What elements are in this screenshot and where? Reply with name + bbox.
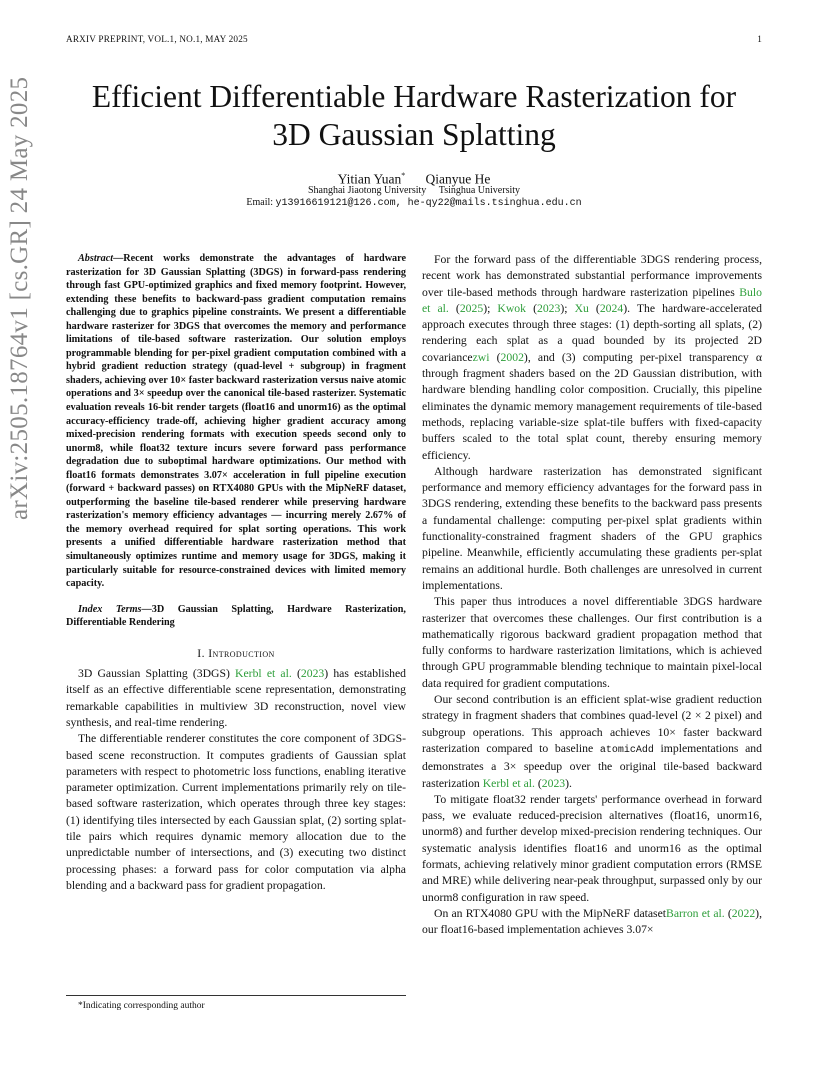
title-line-2: 3D Gaussian Splatting xyxy=(272,117,556,152)
citation-link[interactable]: Kerbl et al. xyxy=(482,776,535,790)
footnote: *Indicating corresponding author xyxy=(78,1001,205,1011)
section-heading-introduction xyxy=(66,646,406,662)
text-run: ); xyxy=(483,301,498,315)
section-title: Introduction xyxy=(208,646,275,660)
code-atomicadd: atomicAdd xyxy=(599,744,654,756)
text-run: ( xyxy=(448,301,460,315)
abstract xyxy=(66,252,406,591)
right-paragraph-6 xyxy=(422,906,762,939)
citation-year-link[interactable]: 2025 xyxy=(459,301,484,315)
intro-paragraph-1 xyxy=(66,666,406,731)
text-run: ( xyxy=(588,301,600,315)
citation-link[interactable]: Kerbl et al. xyxy=(235,667,292,681)
text-run: ( xyxy=(534,776,542,790)
index-terms-label: Index Terms xyxy=(78,603,142,615)
citation-year-link[interactable]: 2022 xyxy=(731,906,756,920)
text-run: ). xyxy=(565,776,572,790)
text-run: ( xyxy=(724,906,732,920)
citation-link[interactable]: Barron et al. xyxy=(666,906,725,920)
citation-link[interactable]: Kwok xyxy=(497,301,526,315)
running-header xyxy=(66,34,762,44)
text-run: 3D Gaussian Splatting (3DGS) xyxy=(78,667,236,681)
text-run: implementations and demonstrates a 3× speedup over the original tile-based backward rasterization xyxy=(422,741,762,790)
text-run: ( xyxy=(489,350,501,364)
author-1: Yitian Yuan xyxy=(337,171,402,187)
affiliations xyxy=(0,185,828,196)
right-paragraph-5: To mitigate float32 render targets' performance overhead in forward pass, we evaluate reduced-precision alternatives (float16, unorm16, unorm8) and further develop mixed-precision rendering techniques. Our systematic analysis identifies float16 and unorm16 as the optimal formats, achieving relatively minor gradient computation errors (RMSE and MRE) while delivering near-peak throughput, surpassed only by our unorm8 configuration in raw speed. xyxy=(422,792,762,904)
right-paragraph-2: Although hardware rasterization has demonstrated significant performance and memory efficiency advantages for the forward pass in 3DGS rendering, extending these benefits to the backward pass presents a fundamental challenge: computing per-pixel splat gradients within functionality-constrained fragment shaders of the GPU graphics pipeline. Meanwhile, efficiently accumulating these gradients per-splat remains an additional hurdle. Both challenges are unresolved in current implementations. xyxy=(422,464,762,592)
text-run: For the forward pass of the differentiable 3DGS rendering process, recent work has demonstrated substantial performance improvements over tile-based methods through hardware rasterization pipelines xyxy=(422,253,762,299)
citation-year-link[interactable]: 2002 xyxy=(500,350,524,364)
email-line xyxy=(0,197,828,209)
right-column xyxy=(422,252,762,938)
text-run: Our second contribution is an efficient splat-wise gradient reduction strategy in fragment shaders that combines quad-level (2 × 2 pixel) and subgroup operations. This approach achieves 10× faster backward rasterization compared to baseline xyxy=(422,693,762,755)
text-run: On an RTX4080 GPU with the MipNeRF dataset xyxy=(434,906,667,920)
email-addresses: y13916619121@126.com, he-qy22@mails.tsinghua.edu.cn xyxy=(275,198,582,209)
right-paragraph-3: This paper thus introduces a novel differentiable 3DGS hardware rasterizer that overcomes these challenges. Our first contribution is a mathematically rigorous backward gradient propagation method that fully conforms to hardware rasterization limitations, which is achieved through GPU programmable blending technique to maintain pixel-local data required for gradient computations. xyxy=(422,595,762,690)
author-2: Qianyue He xyxy=(425,171,491,187)
right-paragraph-4 xyxy=(422,692,762,792)
page-number: 1 xyxy=(757,34,762,44)
text-run: ) has established itself as an effective differentiable scene representation, demonstrating remarkable capabilities in multiview 3D reconstruction, novel view synthesis, and real-time rendering. xyxy=(66,667,406,729)
corresponding-mark: * xyxy=(401,171,406,180)
text-run: ); xyxy=(560,301,575,315)
citation-year-link[interactable]: 2023 xyxy=(541,776,566,790)
arxiv-stamp: arXiv:2505.18764v1 [cs.GR] 24 May 2025 xyxy=(6,76,33,520)
abstract-text: —Recent works demonstrate the advantages of hardware rasterization for 3D Gaussian Splatting (3DGS) in forward-pass rendering through fast GPU-optimized graphics and fixed memory footprint. However, extending these benefits to backward-pass gradient computation remains challenging due to graphics pipeline constraints. We present a differentiable hardware rasterizer for 3DGS that overcomes the memory and performance limitations of tile-based software rasterization. Our solution employs programmable blending for per-pixel gradient computation combined with a hybrid gradient reduction strategy (quad-level + subgroup) in fragment shaders, achieving over 10× faster backward rasterization versus naive atomic operations and 3× speedup over the canonical tile-based rasterizer. Systematic evaluation reveals 16-bit render targets (float16 and unorm16) as the optimal accuracy-efficiency trade-off, achieving higher gradient accuracy among mixed-precision rendering formats with execution speeds second only to unorm8, while float32 texture incurs severe forward pass performance degradation due to suboptimal hardware optimizations. Our method with float16 formats demonstrates 3.07× acceleration in full pipeline execution (forward + backward passes) on RTX4080 GPUs with the MipNeRF dataset, outperforming the baseline tile-based renderer while preserving hardware rasterization's memory efficiency advantages — incurring merely 2.67% of the memory overhead required for splat sorting operations. This work presents a unified differentiable hardware rasterization method that simultaneously optimizes runtime and memory usage for 3DGS, making it particularly suitable for resource-constrained devices with limited memory capacity. xyxy=(66,253,406,590)
title-line-1: Efficient Differentiable Hardware Rasterization for xyxy=(91,79,737,114)
citation-link[interactable]: Bulo et al. xyxy=(422,285,762,315)
email-label: Email: xyxy=(246,197,276,208)
running-header-text: ARXIV PREPRINT, VOL.1, NO.1, MAY 2025 xyxy=(66,34,248,44)
text-run: ), our float16-based implementation achieves 3.07× xyxy=(422,906,762,937)
paper-title xyxy=(40,78,788,154)
footnote-rule xyxy=(66,995,406,996)
index-terms xyxy=(66,603,406,630)
text-run: ), and (3) computing per-pixel transparency α through fragment shaders based on the 2D Gaussian distribution, with hardware blending handling color composition. Crucially, this pipeline eliminates the dynamic memory management requirements of tile-based methods, replacing variable-size splat-tile buffers with fixed-capacity buffers scaled to the total splat count, thereby ensuring memory efficiency. xyxy=(422,350,762,462)
right-paragraph-1 xyxy=(422,252,762,464)
intro-paragraph-2: The differentiable renderer constitutes the core component of 3DGS-based scene reconstruction. It computes gradients of Gaussian splat parameters with respect to photometric loss functions, enabling iterative parameter optimization. Current implementations primarily rely on tile-based software rasterization, which operates through three key stages: (1) identifying tiles intersected by each Gaussian splat, (2) sorting splat-tile pairs which requires dynamic memory allocation due to the unpredictable number of intersections, and (3) executing two distinct processing phases: a forward pass for color computation via alpha blending and a backward pass for gradient propagation. xyxy=(66,732,406,892)
citation-link[interactable]: zwi xyxy=(472,350,490,364)
text-run: ( xyxy=(526,301,537,315)
citation-year-link[interactable]: 2024 xyxy=(599,301,624,315)
affiliation-2: Tsinghua University xyxy=(438,185,521,196)
affiliation-1: Shanghai Jiaotong University xyxy=(307,185,427,196)
citation-link[interactable]: Xu xyxy=(574,301,589,315)
left-column xyxy=(66,252,406,894)
citation-year-link[interactable]: 2023 xyxy=(536,301,561,315)
citation-year-link[interactable]: 2023 xyxy=(300,667,325,681)
section-number: I. xyxy=(197,646,209,660)
abstract-label: Abstract xyxy=(78,253,114,264)
index-terms-text: —3D Gaussian Splatting, Hardware Rasterization, Differentiable Rendering xyxy=(66,603,406,629)
text-run: ( xyxy=(291,667,301,681)
text-run: ). The hardware-accelerated approach executes through three stages: (1) depth-sorting all splats, (2) rendering each splat as a quad bounded by its projected 2D covariance xyxy=(422,301,763,364)
